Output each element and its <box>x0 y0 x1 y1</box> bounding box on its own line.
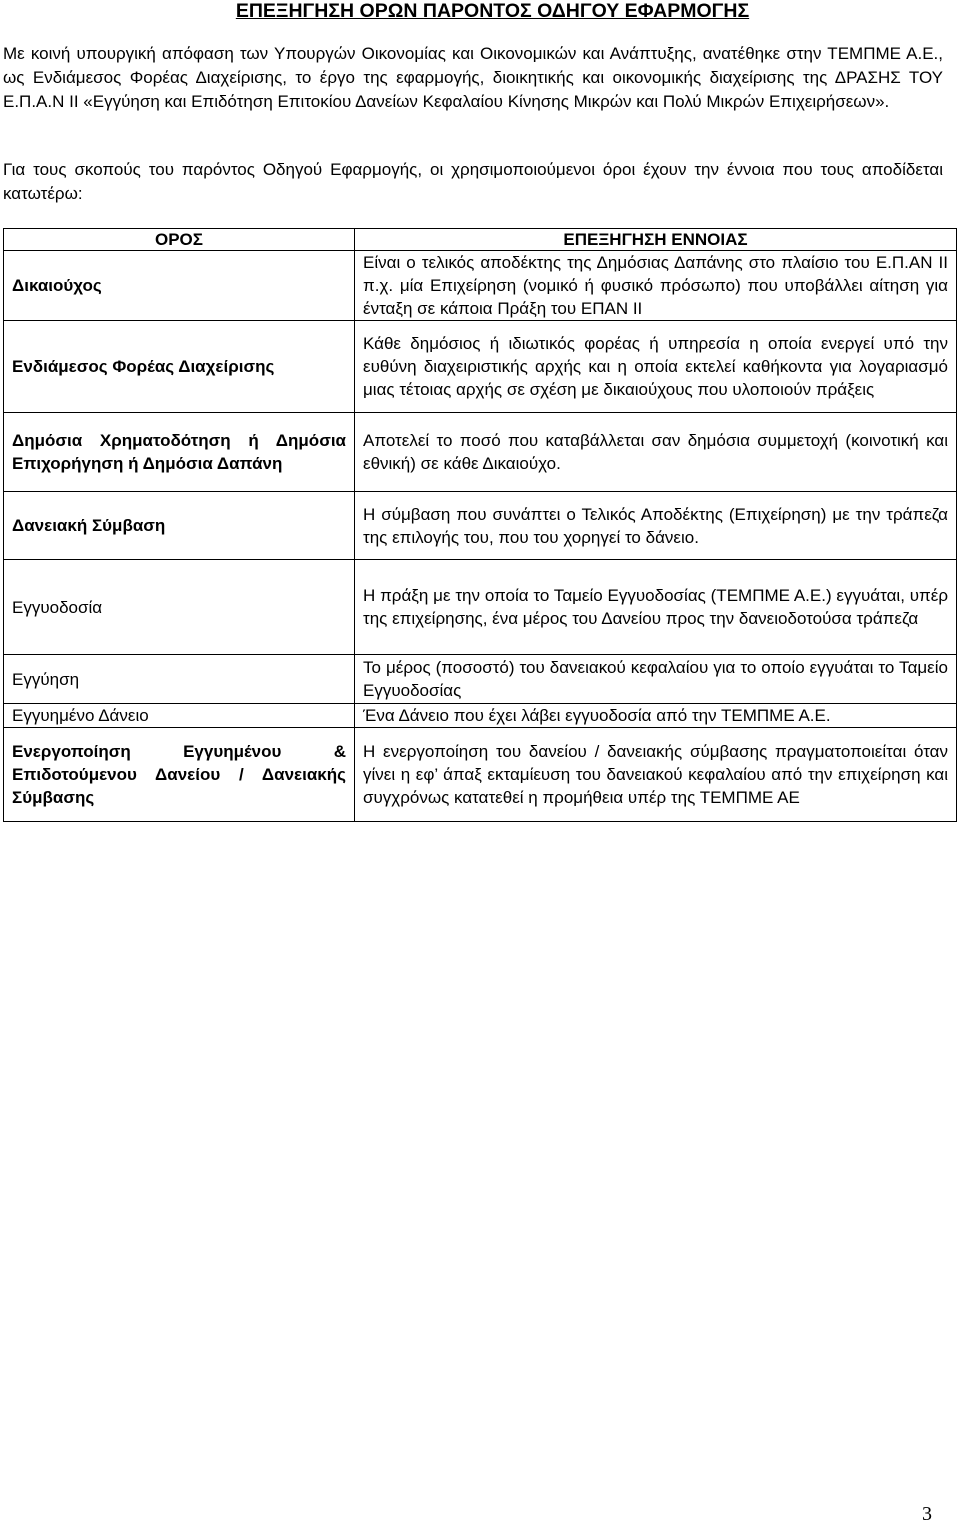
definition-cell: Είναι ο τελικός αποδέκτης της Δημόσιας Δαπάνης στο πλαίσιο του Ε.Π.ΑΝ ΙΙ π.χ. μία Επιχείρηση (νομικό ή φυσικό πρόσωπο) που υποβάλλει αίτηση για ένταξη σε κάποια Πράξη του ΕΠΑΝ ΙΙ <box>355 251 957 321</box>
term-cell: Δικαιούχος <box>4 251 355 321</box>
table-row <box>4 321 957 413</box>
definition-cell: Αποτελεί το ποσό που καταβάλλεται σαν δημόσια συμμετοχή (κοινοτική και εθνική) σε κάθε Δικαιούχο. <box>355 413 957 492</box>
purpose-paragraph: Για τους σκοπούς του παρόντος Οδηγού Εφαρμογής, οι χρησιμοποιούμενοι όροι έχουν την έννοια που τους αποδίδεται κατωτέρω: <box>3 160 943 203</box>
table-row <box>4 251 957 321</box>
document-title: ΕΠΕΞΗΓΗΣΗ ΟΡΩΝ ΠΑΡΟΝΤΟΣ ΟΔΗΓΟΥ ΕΦΑΡΜΟΓΗΣ <box>235 0 750 22</box>
term-cell: Ενεργοποίηση Εγγυημένου & Επιδοτούμενου Δανείου / Δανειακής Σύμβασης <box>4 728 355 822</box>
table-header-row <box>4 229 957 251</box>
table-row <box>4 492 957 560</box>
definition-cell: Η σύμβαση που συνάπτει ο Τελικός Αποδέκτης (Επιχείρηση) με την τράπεζα της επιλογής του, που του χορηγεί το δάνειο. <box>355 492 957 560</box>
intro-paragraph: Με κοινή υπουργική απόφαση των Υπουργών Οικονομίας και Οικονομικών και Ανάπτυξης, ανατέθηκε στην ΤΕΜΠΜΕ Α.Ε., ως Ενδιάμεσος Φορέας Διαχείρισης, το έργο της εφαρμογής, διοικητικής και οικονομικής διαχείρισης της ΔΡΑΣΗΣ ΤΟΥ Ε.Π.Α.Ν ΙΙ «Εγγύηση και Επιδότηση Επιτοκίου Δανείων Κεφαλαίου Κίνησης Μικρών και Πολύ Μικρών Επιχειρήσεων». <box>3 44 943 111</box>
definition-cell: Ένα Δάνειο που έχει λάβει εγγυοδοσία από την ΤΕΜΠΜΕ Α.Ε. <box>355 704 957 728</box>
header-definition: ΕΠΕΞΗΓΗΣΗ ΕΝΝΟΙΑΣ <box>355 229 957 251</box>
table-row <box>4 704 957 728</box>
term-cell: Δανειακή Σύμβαση <box>4 492 355 560</box>
term-cell: Εγγυοδοσία <box>4 560 355 655</box>
definition-cell: Κάθε δημόσιος ή ιδιωτικός φορέας ή υπηρεσία η οποία ενεργεί υπό την ευθύνη διαχειριστικής αρχής και η οποία εκτελεί καθήκοντα για λογαριασμό μιας τέτοιας αρχής σε σχέση με δικαιούχους που υλοποιούν πράξεις <box>355 321 957 413</box>
definition-cell: Το μέρος (ποσοστό) του δανειακού κεφαλαίου για το οποίο εγγυάται το Ταμείο Εγγυοδοσίας <box>355 655 957 704</box>
header-term: ΟΡΟΣ <box>4 229 355 251</box>
table-row <box>4 560 957 655</box>
definition-cell: Η πράξη με την οποία το Ταμείο Εγγυοδοσίας (ΤΕΜΠΜΕ Α.Ε.) εγγυάται, υπέρ της επιχείρησης, ένα μέρος του Δανείου προς την δανειοδοτούσα τράπεζα <box>355 560 957 655</box>
term-cell: Εγγυημένο Δάνειο <box>4 704 355 728</box>
term-cell: Δημόσια Χρηματοδότηση ή Δημόσια Επιχορήγηση ή Δημόσια Δαπάνη <box>4 413 355 492</box>
term-cell: Εγγύηση <box>4 655 355 704</box>
table-row <box>4 413 957 492</box>
term-cell: Ενδιάμεσος Φορέας Διαχείρισης <box>4 321 355 413</box>
terms-table <box>3 228 957 822</box>
table-row <box>4 728 957 822</box>
table-row <box>4 655 957 704</box>
definition-cell: Η ενεργοποίηση του δανείου / δανειακής σύμβασης πραγματοποιείται όταν γίνει η εφ’ άπαξ εκταμίευση του δανειακού κεφαλαίου από την επιχείρηση και συγχρόνως κατατεθεί η προμήθεια υπέρ της ΤΕΜΠΜΕ ΑΕ <box>355 728 957 822</box>
page-number: 3 <box>922 1503 932 1525</box>
